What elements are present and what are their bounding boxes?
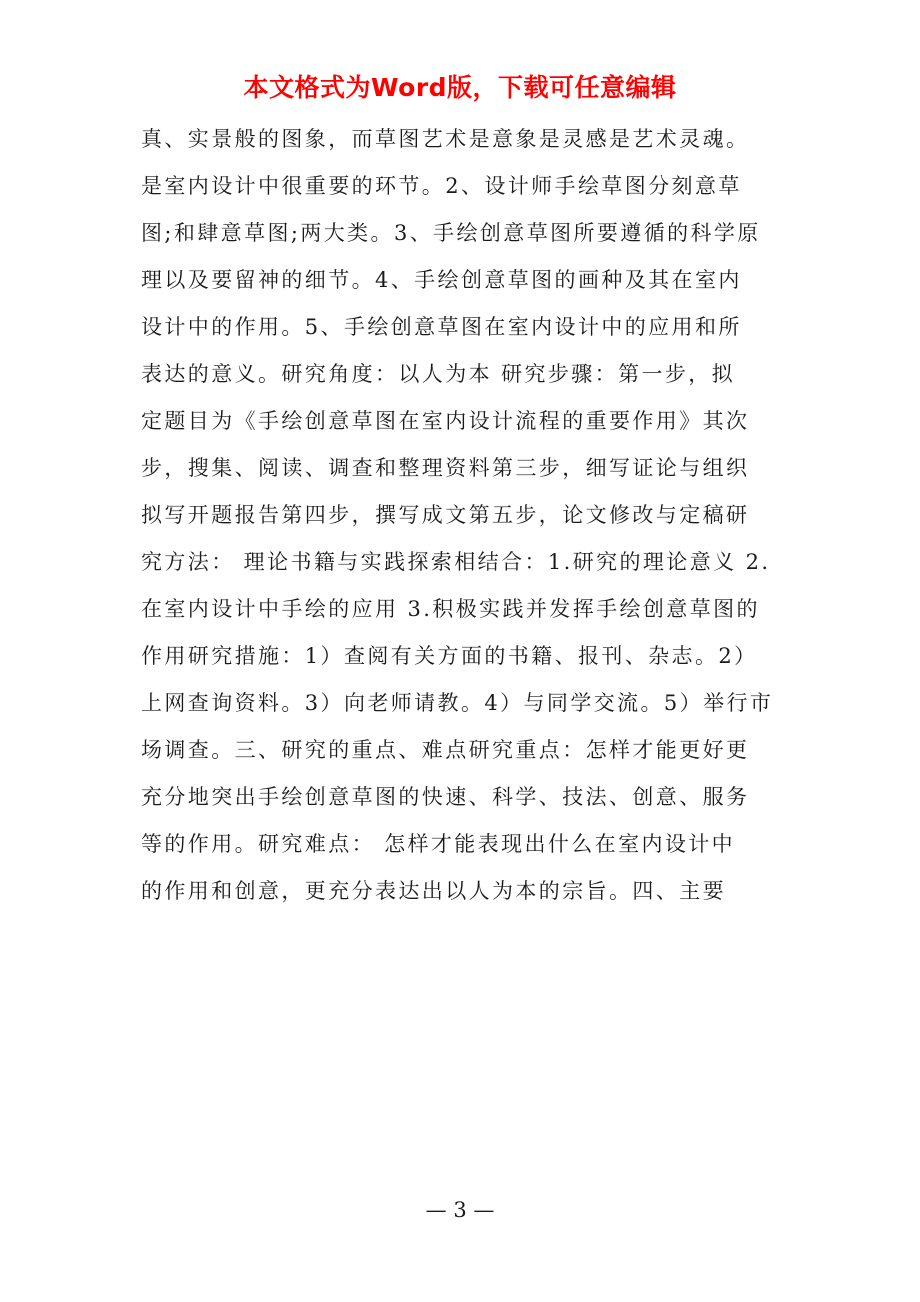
text-line: 理以及要留神的细节。4、手绘创意草图的画种及其在室内: [141, 268, 742, 292]
text-line: 充分地突出手绘创意草图的快速、科学、技法、创意、服务: [141, 785, 750, 809]
text-line: 作用研究措施：1）查阅有关方面的书籍、报刊、杂志。2）: [141, 644, 758, 668]
body-text: [141, 116, 801, 915]
text-line: 场调查。三、研究的重点、难点研究重点：怎样才能更好更: [141, 738, 750, 762]
text-line: 步，搜集、阅读、调查和整理资料第三步，细写证论与组织: [141, 456, 750, 480]
text-line: 是室内设计中很重要的环节。2、设计师手绘草图分刻意草: [141, 174, 742, 198]
text-line: 定题目为《手绘创意草图在室内设计流程的重要作用》其次: [141, 409, 750, 433]
format-notice-banner: 本文格式为Word版，下载可任意编辑: [243, 73, 677, 102]
text-line: 图;和肆意草图;两大类。3、手绘创意草图所要遵循的科学原: [141, 221, 761, 245]
text-line: 真、实景般的图象，而草图艺术是意象是灵感是艺术灵魂。: [141, 127, 750, 151]
text-line: 上网查询资料。3）向老师请教。4）与同学交流。5）举行市: [141, 691, 774, 715]
text-line: 在室内设计中手绘的应用 3.积极实践并发挥手绘创意草图的: [141, 597, 760, 621]
text-line: 究方法： 理论书籍与实践探索相结合：1.研究的理论意义 2.: [141, 550, 771, 574]
text-line: 表达的意义。研究角度：以人为本 研究步骤：第一步，拟: [141, 362, 736, 386]
text-line: 设计中的作用。5、手绘创意草图在室内设计中的应用和所: [141, 315, 742, 339]
text-line: 的作用和创意，更充分表达出以人为本的宗旨。四、主要: [141, 879, 726, 903]
text-line: 等的作用。研究难点： 怎样才能表现出什么在室内设计中: [141, 832, 736, 856]
text-line: 拟写开题报告第四步，撰写成文第五步，论文修改与定稿研: [141, 503, 750, 527]
page-number: — 3 —: [425, 1198, 495, 1222]
